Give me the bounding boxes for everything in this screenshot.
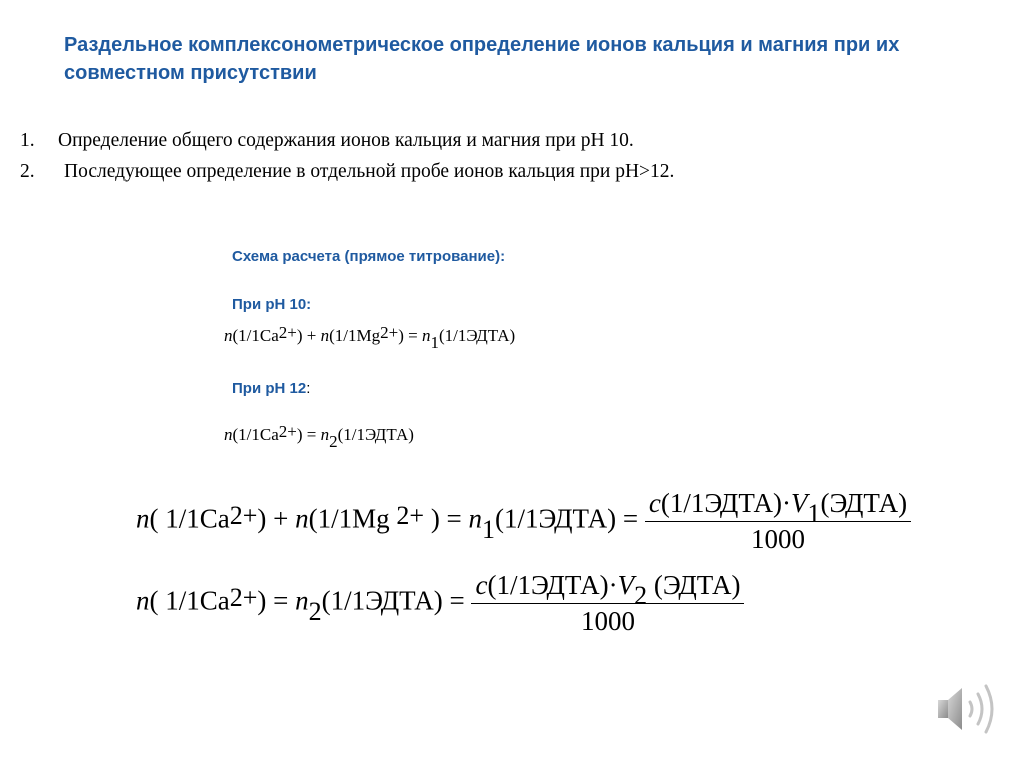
step-number: 2.: [20, 161, 35, 182]
scheme-heading: Схема расчета (прямое титрование):: [232, 248, 506, 265]
steps-list: [20, 125, 674, 187]
equation-total-calc: n( $1/1Ca^{2+}) + n(1/1Mg$ $^{2+}$ ) = $n_1(1/1ЭДТА)$ = $\frac{c(1/1ЭДТА)\cdot V_1(ЭДТА)}{1000}$: [136, 488, 911, 555]
step-text: Последующее определение в отдельной пробе ионов кальция при рН>12.: [64, 161, 675, 182]
fraction-numerator: $c(1/1ЭДТА)\cdot V_2$ (ЭДТА): [471, 570, 744, 604]
fraction: [471, 570, 744, 637]
speaker-icon[interactable]: [932, 680, 1002, 740]
ph10-label: При рН 10:: [232, 296, 312, 313]
fraction-denominator: 1000: [750, 524, 805, 554]
fraction-denominator: 1000: [580, 606, 635, 636]
equation-ph10: $n(1/1Ca^{2+}) + n(1/1Mg^{2+})$ = $n_1(1/1ЭДТА)$: [224, 323, 516, 352]
fraction-numerator: $c(1/1ЭДТА)\cdot V_1(ЭДТА)$: [645, 488, 911, 522]
step-number: 1.: [20, 130, 35, 151]
slide-title: Раздельное комплексонометрическое определение ионов кальция и магния при их совместном присутствии: [64, 34, 900, 84]
step-text: Определение общего содержания ионов кальция и магния при рН 10.: [58, 130, 634, 151]
equation-ph12: $n(1/1Ca^{2+})$ = $n_2(1/1ЭДТА)$: [224, 422, 414, 451]
list-item: [20, 156, 674, 187]
ph12-label: При рН 12:: [232, 380, 311, 397]
fraction: [645, 488, 911, 555]
list-item: [20, 125, 674, 156]
equation-calcium-calc: n( $1/1Ca^{2+}$) = $n_2(1/1ЭДТА)$ = $\frac{c(1/1ЭДТА)\cdot V_2 (ЭДТА)}{1000}$: [136, 570, 744, 637]
